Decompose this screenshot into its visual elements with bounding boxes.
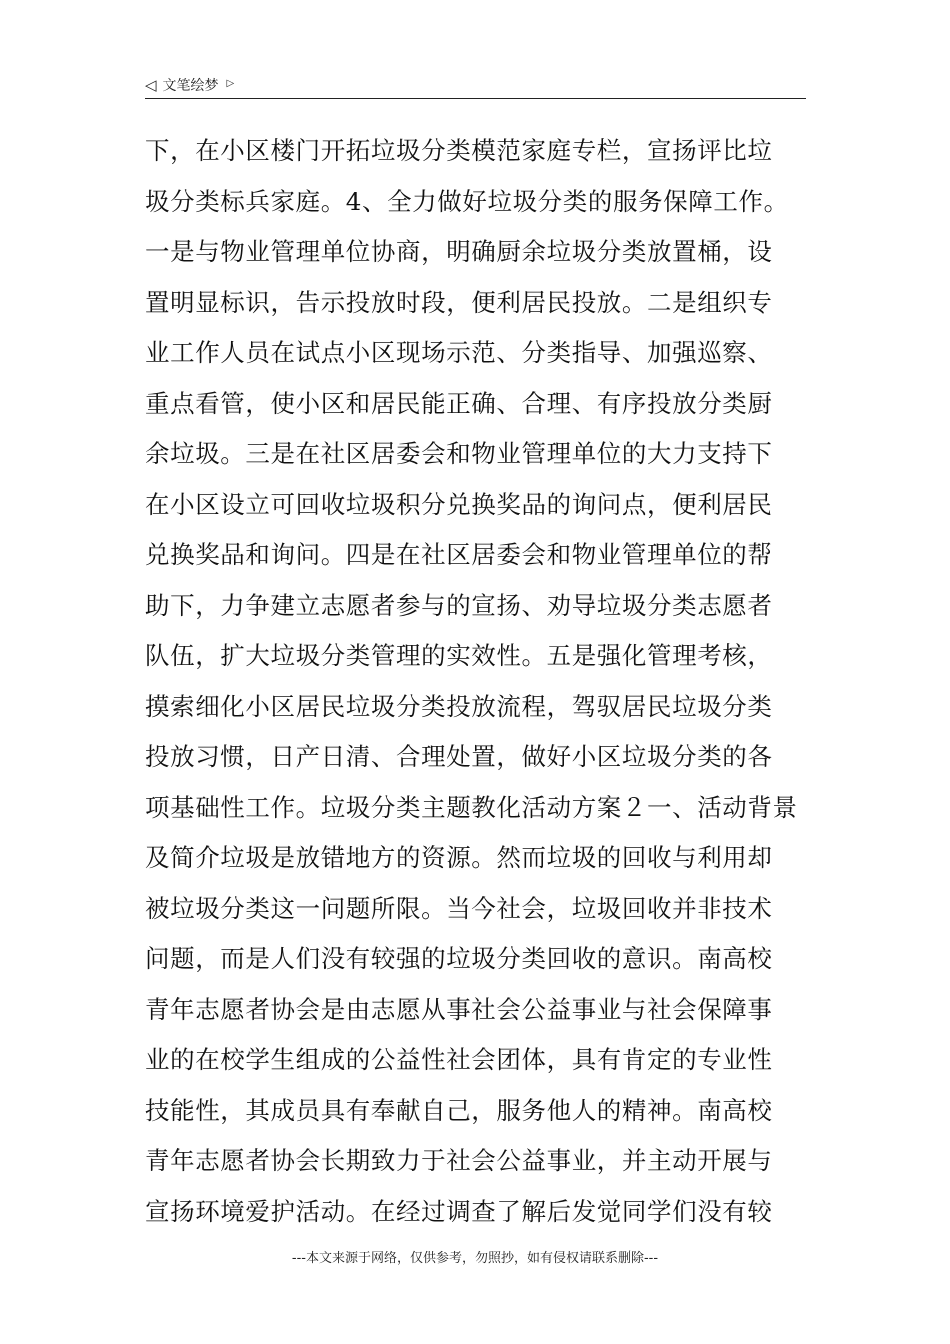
text-line: 置明显标识，告示投放时段，便利居民投放。二是组织专 xyxy=(145,287,773,317)
text-line: 在小区设立可回收垃圾积分兑换奖品的询问点，便利居民 xyxy=(145,489,773,519)
header-title: 文笔绘梦 xyxy=(162,78,219,94)
page-footer: ---本文来源于网络，仅供参考，勿照抄，如有侵权请联系删除--- xyxy=(291,1251,659,1266)
text-line: 摸索细化小区居民垃圾分类投放流程，驾驭居民垃圾分类 xyxy=(145,691,773,721)
text-line: 青年志愿者协会长期致力于社会公益事业，并主动开展与 xyxy=(145,1146,773,1175)
text-line: 重点看管，使小区和居民能正确、合理、有序投放分类厨 xyxy=(145,388,773,418)
header-brand xyxy=(145,75,234,95)
triangle-right-icon: ▷ xyxy=(226,77,235,89)
text-line: 下，在小区楼门开拓垃圾分类模范家庭专栏，宣扬评比垃 xyxy=(145,136,773,165)
text-line: 技能性，其成员具有奉献自己，服务他人的精神。南高校 xyxy=(145,1095,773,1125)
text-line: 圾分类标兵家庭。4、全力做好垃圾分类的服务保障工作。 xyxy=(145,186,789,216)
text-line: 问题，而是人们没有较强的垃圾分类回收的意识。南高校 xyxy=(145,944,773,973)
text-line: 及简介垃圾是放错地方的资源。然而垃圾的回收与利用却 xyxy=(145,843,773,872)
page-header xyxy=(145,72,806,99)
text-line: 队伍，扩大垃圾分类管理的实效性。五是强化管理考核， xyxy=(145,641,773,670)
text-line: 青年志愿者协会是由志愿从事社会公益事业与社会保障事 xyxy=(145,994,773,1024)
text-line: 业的在校学生组成的公益性社会团体，具有肯定的专业性 xyxy=(145,1045,773,1074)
text-line: 业工作人员在试点小区现场示范、分类指导、加强巡察、 xyxy=(145,338,773,367)
text-line: 兑换奖品和询问。四是在社区居委会和物业管理单位的帮 xyxy=(145,540,773,569)
text-line: 被垃圾分类这一问题所限。当今社会，垃圾回收并非技术 xyxy=(145,893,773,923)
text-line: 余垃圾。三是在社区居委会和物业管理单位的大力支持下 xyxy=(145,439,773,468)
text-line: 投放习惯，日产日清、合理处置，做好小区垃圾分类的各 xyxy=(145,742,773,771)
text-line: 一是与物业管理单位协商，明确厨余垃圾分类放置桶，设 xyxy=(145,237,773,266)
text-line: 宣扬环境爱护活动。在经过调查了解后发觉同学们没有较 xyxy=(145,1196,773,1226)
text-line: 项基础性工作。垃圾分类主题教化活动方案２一、活动背景 xyxy=(145,792,798,822)
triangle-left-icon: ◁ xyxy=(145,76,157,94)
text-line: 助下，力争建立志愿者参与的宣扬、劝导垃圾分类志愿者 xyxy=(145,590,773,620)
document-body xyxy=(145,126,806,1237)
